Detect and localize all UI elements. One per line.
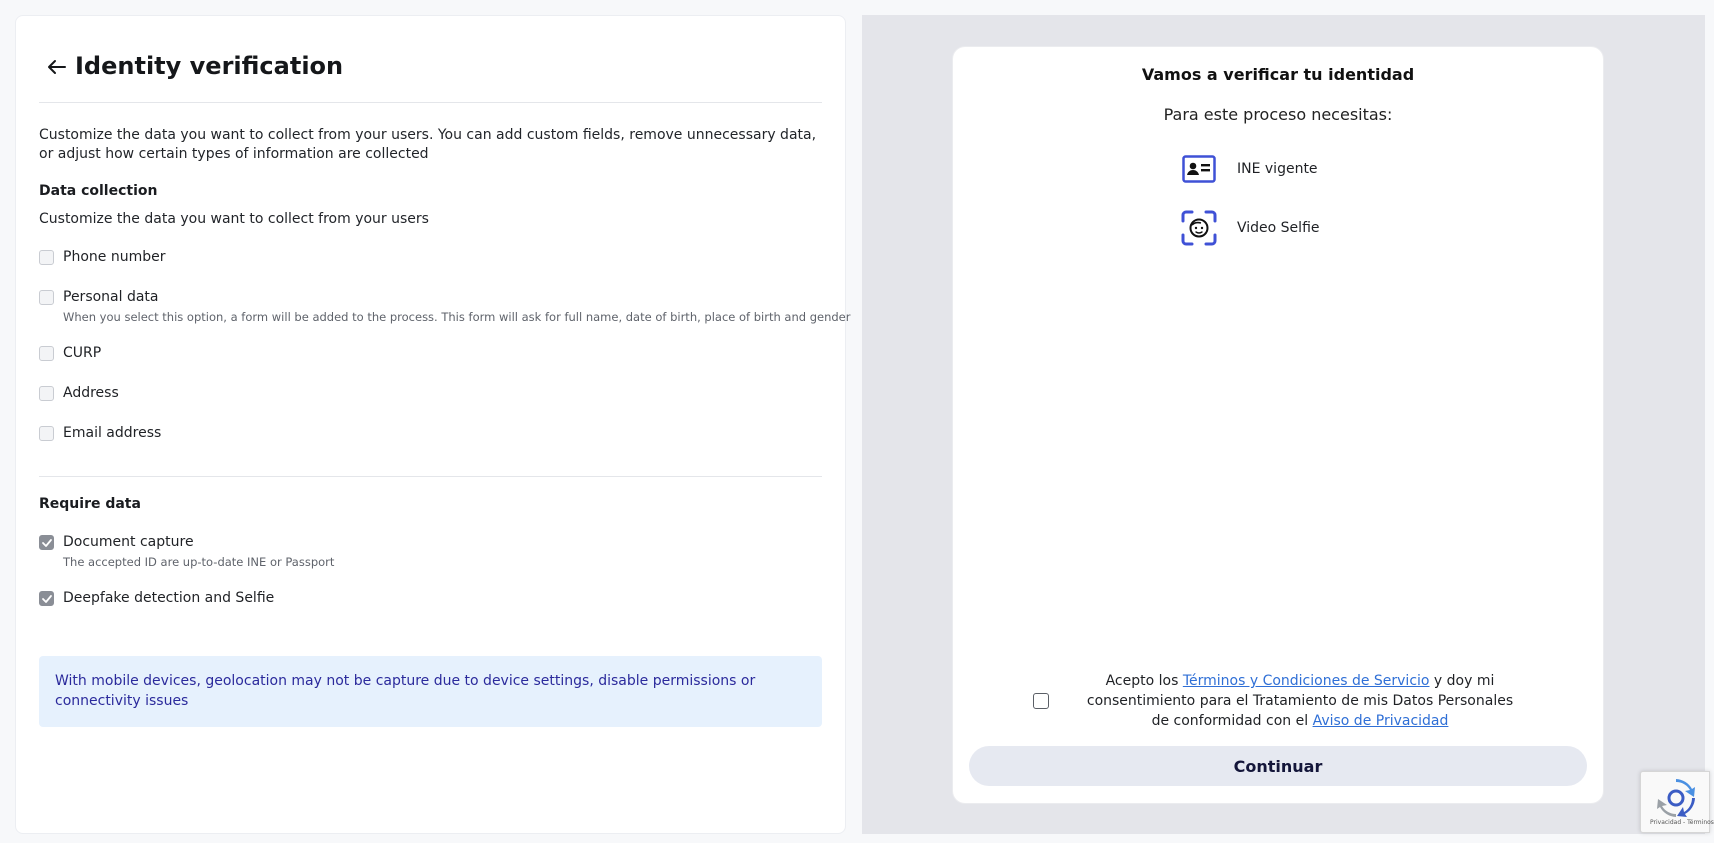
email-address-checkbox[interactable] (39, 426, 54, 441)
deepfake-selfie-checkbox[interactable] (39, 591, 54, 606)
terms-consent (1033, 671, 1523, 731)
option-document-capture[interactable] (39, 533, 334, 570)
option-personal-data[interactable] (39, 288, 851, 325)
recaptcha-links[interactable]: Privacidad - Términos (1650, 819, 1714, 826)
check-icon (42, 595, 52, 603)
option-label: Deepfake detection and Selfie (63, 590, 275, 606)
option-phone-number[interactable] (39, 248, 165, 267)
preview-card (953, 47, 1603, 803)
option-label: Address (63, 385, 119, 401)
require-data-title: Require data (39, 496, 141, 512)
option-address[interactable] (39, 384, 119, 403)
data-collection-subtitle: Customize the data you want to collect from your users (39, 211, 429, 227)
recaptcha-icon (1656, 778, 1696, 818)
requirement-selfie (1181, 210, 1320, 246)
option-description: The accepted ID are up-to-date INE or Passport (63, 555, 335, 569)
section-divider (39, 476, 822, 477)
continue-button[interactable]: Continuar (969, 746, 1587, 786)
option-email-address[interactable] (39, 424, 161, 443)
face-scan-icon (1181, 210, 1217, 246)
phone-number-checkbox[interactable] (39, 250, 54, 265)
option-deepfake-selfie[interactable] (39, 589, 274, 608)
address-checkbox[interactable] (39, 386, 54, 401)
requirement-label: Video Selfie (1237, 220, 1320, 236)
data-collection-title: Data collection (39, 183, 158, 199)
option-label: Personal data (63, 289, 159, 305)
option-description: When you select this option, a form will be added to the process. This form will ask for full name, date of birth, place of birth and gender (63, 310, 851, 324)
personal-data-checkbox[interactable] (39, 290, 54, 305)
requirement-label: INE vigente (1237, 161, 1318, 177)
option-label: Document capture (63, 534, 194, 550)
id-card-icon (1181, 151, 1217, 187)
geolocation-notice: With mobile devices, geolocation may not be capture due to device settings, disable permissions or connectivity issues (39, 656, 822, 727)
check-icon (42, 539, 52, 547)
recaptcha-badge[interactable] (1640, 771, 1714, 833)
intro-text: Customize the data you want to collect from your users. You can add custom fields, remove unnecessary data, or adjust how certain types of information are collected (39, 127, 817, 162)
requirement-ine (1181, 151, 1318, 187)
option-label: Email address (63, 425, 162, 441)
terms-checkbox[interactable] (1033, 693, 1049, 709)
terms-text-part: Acepto los (1105, 673, 1183, 689)
terms-text-part: y doy mi consentimiento para el Tratamiento de mis Datos Personales de conformidad con el (1086, 673, 1514, 729)
page-header (39, 47, 822, 103)
preview-subtitle: Para este proceso necesitas: (1163, 105, 1393, 124)
document-capture-checkbox[interactable] (39, 535, 54, 550)
page-title: Identity verification (75, 52, 344, 80)
option-curp[interactable] (39, 344, 101, 363)
back-arrow-icon[interactable] (41, 51, 73, 83)
terms-of-service-link[interactable]: Términos y Condiciones de Servicio (1182, 673, 1430, 689)
terms-text (1085, 671, 1515, 731)
privacy-notice-link[interactable]: Aviso de Privacidad (1312, 713, 1449, 729)
curp-checkbox[interactable] (39, 346, 54, 361)
option-label: CURP (63, 345, 102, 361)
preview-title: Vamos a verificar tu identidad (1141, 65, 1415, 84)
option-label: Phone number (63, 249, 166, 265)
